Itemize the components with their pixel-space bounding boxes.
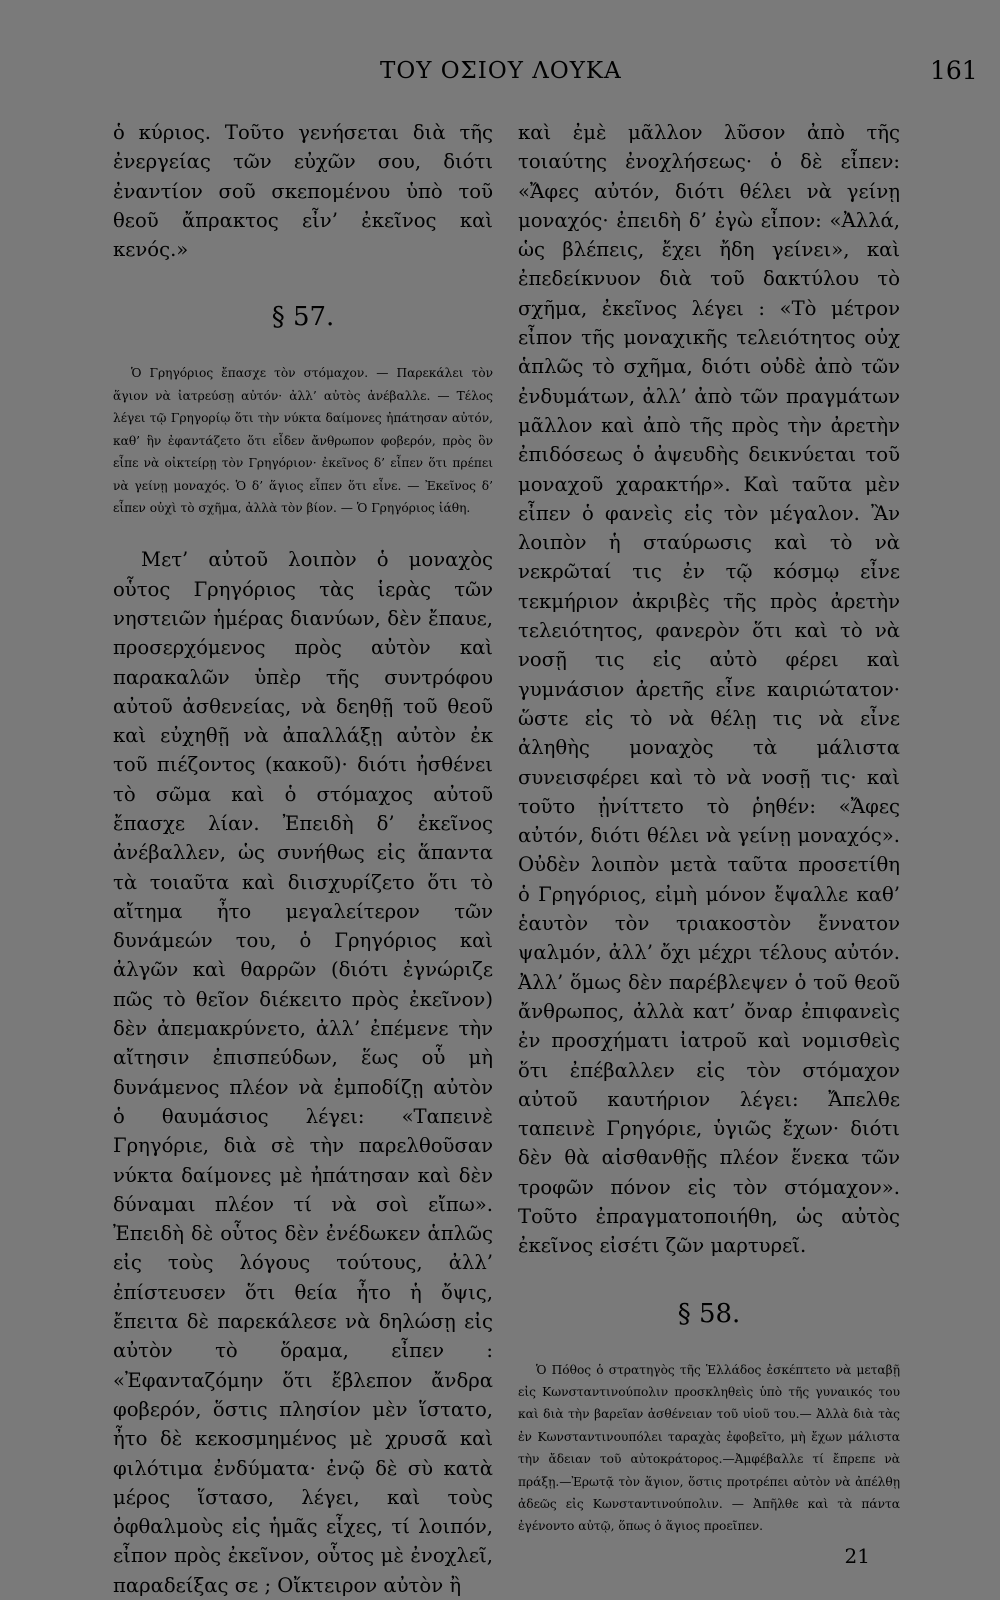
signature-mark: 21 [844,1543,870,1568]
left-column [113,118,493,1600]
paragraph-continuation: ὁ κύριος. Τοῦτο γενήσεται διὰ τῆς ἐνεργείας τῶν εὐχῶν σου, διότι ἐναντίον σοῦ σκεπομένου ὑπὸ τοῦ θεοῦ ἄπρακτος εἶν’ ἐκεῖνος καὶ κενός.» [113,121,493,262]
section-heading: § 58. [677,1298,741,1329]
body-paragraph: Μετ’ αὐτοῦ λοιπὸν ὁ μοναχὸς οὗτος Γρηγόριος τὰς ἱερὰς τῶν νηστειῶν ἡμέρας διανύων, δὲν ἔπαυε, προσερχόμενος πρὸς αὐτὸν καὶ παρακαλῶν ὑπὲρ τῆς συντρόφου αὐτοῦ ἀσθενείας, νὰ δεηθῇ τοῦ θεοῦ καὶ εὐχηθῇ νὰ ἀπαλλάξῃ αὐτὸν ἐκ τοῦ πιέζοντος (κακοῦ)· διότι ἠσθένει τὸ σῶμα καὶ ὁ στόμαχος αὐτοῦ ἔπασχε λίαν. Ἐπειδὴ δ’ ἐκεῖνος ἀνέβαλλεν, ὡς συνήθως εἰς ἅπαντα τὰ τοιαῦτα καὶ διισχυρίζετο ὅτι τὸ αἴτημα ἦτο μεγαλείτερον τῶν δυνάμεών του, ὁ Γρηγόριος καὶ ἀλγῶν καὶ θαρρῶν (διότι ἐγνώριζε πῶς τὸ θεῖον διέκειτο πρὸς ἐκεῖνον) δὲν ἀπεμακρύνετο, ἀλλ’ ἐπέμενε τὴν αἴτησιν ἐπισπεύδων, ἕως οὗ μὴ δυνάμενος πλέον νὰ ἐμποδίζῃ αὐτὸν ὁ θαυμάσιος λέγει: «Ταπεινὲ Γρηγόριε, διὰ σὲ τὴν παρελθοῦσαν νύκτα δαίμονες μὲ ἠπάτησαν καὶ δὲν δύναμαι πλέον τί νὰ σοὶ εἴπω». Ἐπειδὴ δὲ οὗτος δὲν ἐνέδωκεν ἁπλῶς εἰς τοὺς λόγους τούτους, ἀλλ’ ἐπίστευσεν ὅτι θεία ἦτο ἡ ὄψις, ἔπειτα δὲ παρεκάλεσε νὰ δηλώσῃ εἰς αὐτὸν τὸ ὅραμα, εἶπεν : «Ἐφανταζόμην ὅτι ἔβλεπον ἄνδρα φοβερόν, ὅστις πλησίον μὲν ἵστατο, ἦτο δὲ κεκοσμημένος μὲ χρυσᾶ καὶ φιλότιμα ἐνδύματα· ἐνῷ δὲ σὺ κατὰ μέρος ἵστασο, λέγει, καὶ τοὺς ὀφθαλμοὺς εἰς ἡμᾶς εἶχες, τί λοιπόν, εἶπον πρὸς ἐκεῖνον, οὗτος μὲ ἐνοχλεῖ, παραδείξας σε ; Οἴκτειρον αὐτὸν ἢ [113,548,493,1597]
running-title: ΤΟΥ ΟΣΙΟΥ ΛΟΥΚΑ [380,58,622,84]
section-summary: Ὁ Πόθος ὁ στρατηγὸς τῆς Ἑλλάδος ἐσκέπτετο νὰ μεταβῇ εἰς Κωνσταντινούπολιν προσκληθεὶς ὑπὸ τῆς γυναικός του καὶ διὰ τὴν βαρεῖαν ἀσθένειαν τοῦ υἱοῦ του.— Ἀλλὰ διὰ τὰς ἐν Κωνσταντινουπόλει ταραχὰς ἐφοβεῖτο, μὴ ἔχων μάλιστα τὴν ἄδειαν τοῦ αὐτοκράτορος.—Ἀμφέβαλλε τί ἔπρεπε νὰ πράξῃ.—Ἐρωτᾷ τὸν ἅγιον, ὅστις προτρέπει αὐτὸν νὰ ἀπέλθῃ ἀδεῶς εἰς Κωνσταντινούπολιν. — Ἀπῆλθε καὶ τὰ πάντα ἐγένοντο αὐτῷ, ὅπως ὁ ἅγιος προεῖπεν. [518,1362,900,1534]
section-summary: Ὁ Γρηγόριος ἔπασχε τὸν στόμαχον. — Παρεκάλει τὸν ἅγιον νὰ ἰατρεύσῃ αὐτόν· ἀλλ’ αὐτὸς ἀνέβαλλε. — Τέλος λέγει τῷ Γρηγορίῳ ὅτι τὴν νύκτα δαίμονες ἠπάτησαν αὐτόν, καθ’ ἣν ἐφαντάζετο ὅτι εἶδεν ἄνθρωπον φοβερόν, πρὸς ὃν εἶπε νὰ οἰκτείρῃ τὸν Γρηγόριον· ἐκεῖνος δ’ εἶπεν ὅτι πρέπει νὰ γείνῃ μοναχός. Ὁ δ’ ἅγιος εἶπεν ὅτι εἶνε. — Ἐκεῖνος δ’ εἶπεν οὐχὶ τὸ σχῆμα, ἀλλὰ τὸν βίον. — Ὁ Γρηγόριος ἰάθη. [113,366,493,515]
body-paragraph: καὶ ἐμὲ μᾶλλον λῦσον ἀπὸ τῆς τοιαύτης ἐνοχλήσεως· ὁ δὲ εἶπεν: «Ἄφες αὐτόν, διότι θέλει νὰ γείνῃ μοναχός· ἐπειδὴ δ’ ἐγὼ εἶπον: «Ἀλλά, ὡς βλέπεις, ἔχει ἤδη γείνει», καὶ ἐπεδείκνυον διὰ τοῦ δακτύλου τὸ σχῆμα, ἐκεῖνος λέγει : «Τὸ μέτρον εἶπον τῆς μοναχικῆς τελειότητος οὐχ ἁπλῶς τὸ σχῆμα, διότι οὐδὲ ἀπὸ τῶν ἐνδυμάτων, ἀλλ’ ἀπὸ τῶν πραγμάτων μᾶλλον καὶ ἀπὸ τῆς πρὸς τὴν ἀρετὴν ἐπιδόσεως ὁ ἀψευδὴς δεικνύεται τοῦ μοναχοῦ χαρακτήρ». Καὶ ταῦτα μὲν εἶπεν ὁ φανεὶς εἰς τὸν μέγαλον. Ἂν λοιπὸν ἡ σταύρωσις καὶ τὸ νὰ νεκρῶταί τις ἐν τῷ κόσμῳ εἶνε τεκμήριον ἀκριβὲς τῆς πρὸς ἀρετὴν τελειότητος, φανερὸν ὅτι καὶ τὸ νὰ νοσῇ τις εἰς αὐτὸ φέρει καὶ γυμνάσιον ἀρετῆς εἶνε καιριώτατον· ὥστε εἰς τὸ νὰ θέλῃ τις νὰ εἶνε ἀληθὴς μοναχὸς τὰ μάλιστα συνεισφέρει καὶ τὸ νὰ νοσῇ τις· καὶ τοῦτο ᾐνίττετο τὸ ῥηθέν: «Ἄφες αὐτόν, διότι θέλει νὰ γείνῃ μοναχός». Οὐδὲν λοιπὸν μετὰ ταῦτα προσετίθη ὁ Γρηγόριος, εἰμὴ μόνον ἔψαλλε καθ’ ἑαυτὸν τὸν τριακοστὸν ἔννατον ψαλμόν, ἀλλ’ ὄχι μέχρι τέλους αὐτόν. Ἀλλ’ ὅμως δὲν παρέβλεψεν ὁ τοῦ θεοῦ ἄνθρωπος, ἀλλὰ κατ’ ὄναρ ἐπιφανεὶς ἐν προσχήματι ἰατροῦ καὶ νομισθεὶς ὅτι ἐπέβαλλεν εἰς τὸν στόμαχον αὐτοῦ καυτήριον λέγει: Ἄπελθε ταπεινὲ Γρηγόριε, ὑγιῶς ἔχων· διότι δὲν θὰ αἰσθανθῇς πλέον ἕνεκα τῶν τροφῶν πόνον εἰς τὸν στόμαχον». Τοῦτο ἐπραγματοποιήθη, ὡς αὐτὸς ἐκεῖνος εἰσέτι ζῶν μαρτυρεῖ. [518,121,900,1258]
right-column [518,118,900,1568]
section-heading: § 57. [271,302,335,333]
running-head [0,58,1000,98]
page-number: 161 [930,56,978,85]
